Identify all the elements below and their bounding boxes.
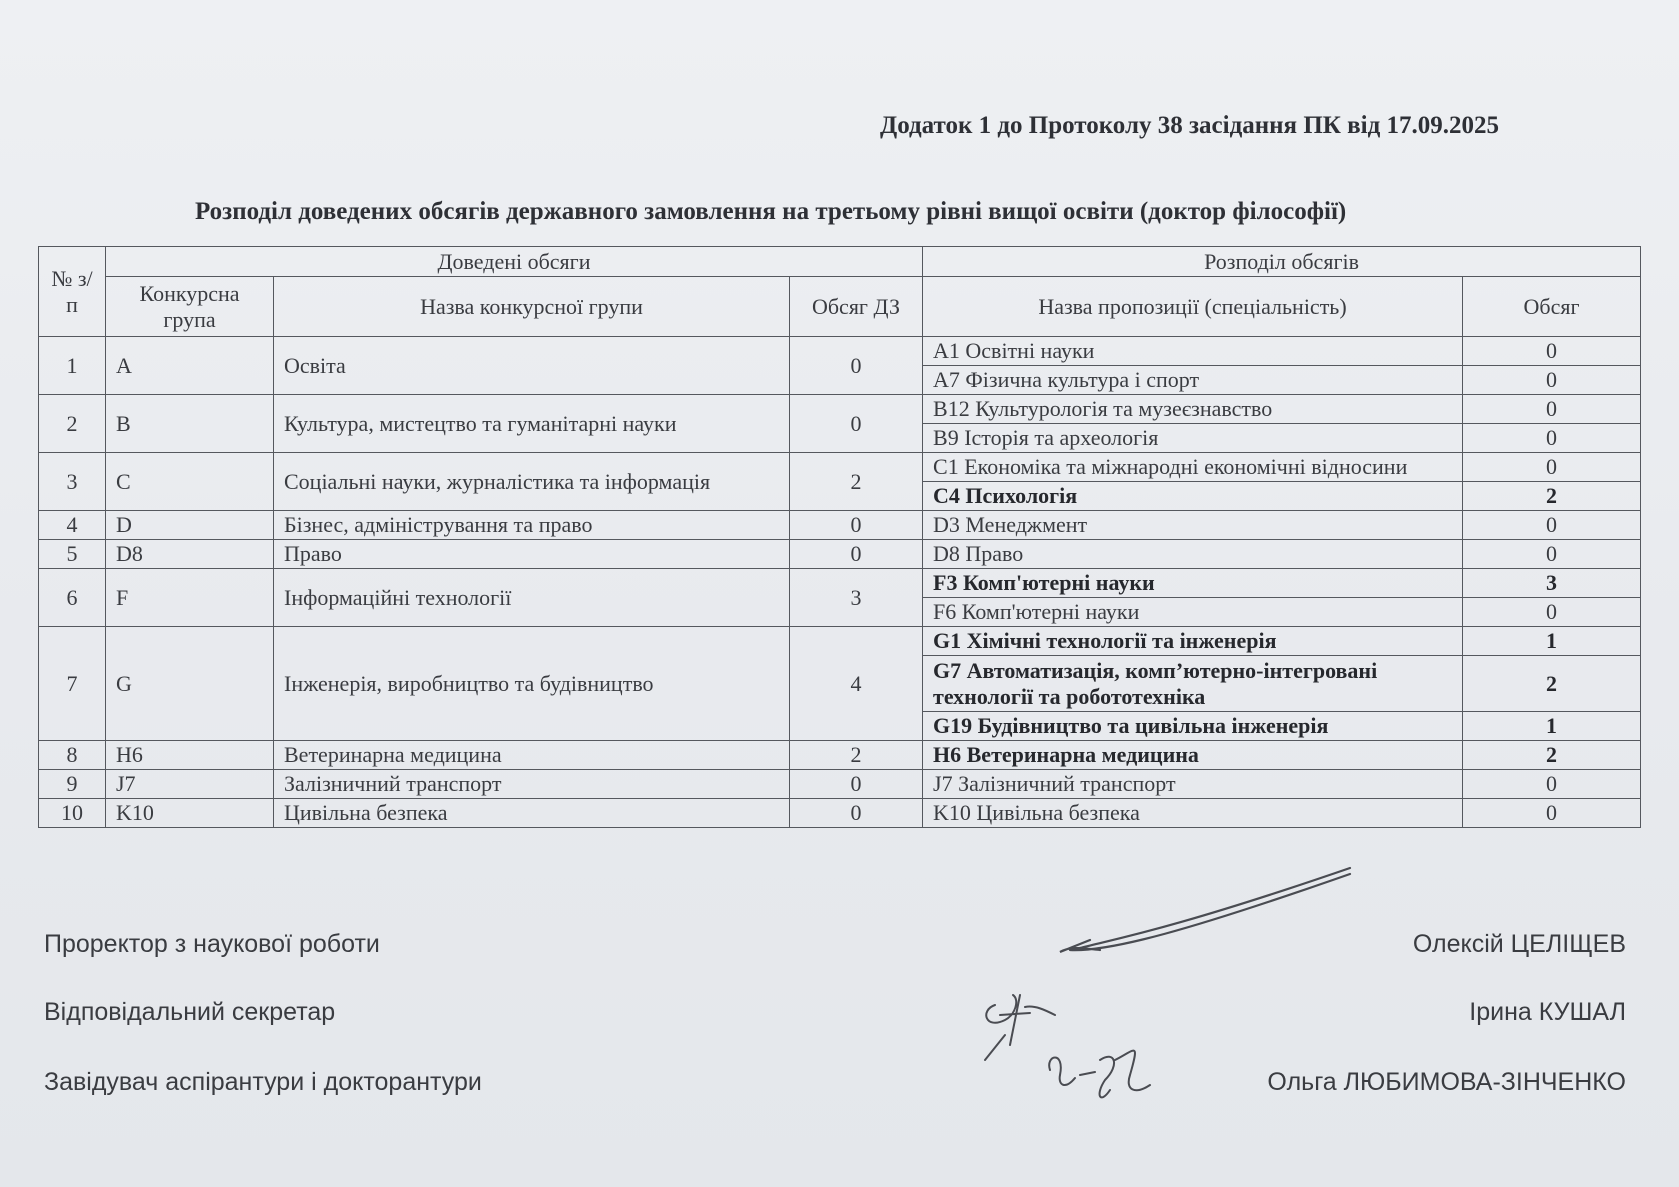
signature-image bbox=[1040, 1030, 1170, 1110]
group-code: G bbox=[106, 627, 274, 741]
proposal-name: G19 Будівництво та цивільна інженерія bbox=[923, 712, 1463, 741]
proposal-volume: 0 bbox=[1463, 453, 1641, 482]
signatory-role: Проректор з наукової роботи bbox=[44, 930, 380, 958]
header-distribution: Розподіл обсягів bbox=[923, 247, 1641, 277]
proposal-name: J7 Залізничний транспорт bbox=[923, 770, 1463, 799]
proposal-volume: 0 bbox=[1463, 770, 1641, 799]
group-name: Бізнес, адміністрування та право bbox=[274, 511, 790, 540]
group-name: Право bbox=[274, 540, 790, 569]
group-code: D bbox=[106, 511, 274, 540]
signature-image bbox=[1050, 860, 1370, 960]
proposal-name: B9 Історія та археологія bbox=[923, 424, 1463, 453]
group-name: Ветеринарна медицина bbox=[274, 741, 790, 770]
proposal-volume: 1 bbox=[1463, 627, 1641, 656]
proposal-volume: 0 bbox=[1463, 511, 1641, 540]
proposal-name: D8 Право bbox=[923, 540, 1463, 569]
table-row bbox=[39, 770, 1641, 799]
proposal-name: A7 Фізична культура і спорт bbox=[923, 366, 1463, 395]
proposal-name: K10 Цивільна безпека bbox=[923, 799, 1463, 828]
row-number: 10 bbox=[39, 799, 106, 828]
row-number: 1 bbox=[39, 337, 106, 395]
row-number: 3 bbox=[39, 453, 106, 511]
group-volume: 2 bbox=[790, 453, 923, 511]
proposal-name: G1 Хімічні технології та інженерія bbox=[923, 627, 1463, 656]
table-row bbox=[39, 799, 1641, 828]
group-name: Соціальні науки, журналістика та інформація bbox=[274, 453, 790, 511]
signatory-name: Олексій ЦЕЛІЩЕВ bbox=[1412, 930, 1626, 958]
group-code: K10 bbox=[106, 799, 274, 828]
header-volume-dz: Обсяг ДЗ bbox=[790, 277, 923, 337]
proposal-volume: 0 bbox=[1463, 395, 1641, 424]
group-volume: 0 bbox=[790, 337, 923, 395]
row-number: 9 bbox=[39, 770, 106, 799]
header-group-code: Конкурсна група bbox=[106, 277, 274, 337]
proposal-volume: 0 bbox=[1463, 540, 1641, 569]
proposal-volume: 2 bbox=[1463, 741, 1641, 770]
proposal-name: B12 Культурологія та музеєзнавство bbox=[923, 395, 1463, 424]
table-row bbox=[39, 453, 1641, 482]
proposal-volume: 3 bbox=[1463, 569, 1641, 598]
header-proposal-name: Назва пропозиції (спеціальність) bbox=[923, 277, 1463, 337]
group-code: H6 bbox=[106, 741, 274, 770]
proposal-volume: 1 bbox=[1463, 712, 1641, 741]
group-volume: 0 bbox=[790, 799, 923, 828]
group-volume: 3 bbox=[790, 569, 923, 627]
signatory-role: Завідувач аспірантури і докторантури bbox=[44, 1068, 482, 1096]
proposal-volume: 2 bbox=[1463, 482, 1641, 511]
row-number: 4 bbox=[39, 511, 106, 540]
proposal-name: C1 Економіка та міжнародні економічні відносини bbox=[923, 453, 1463, 482]
header-group-name: Назва конкурсної групи bbox=[274, 277, 790, 337]
table-row bbox=[39, 540, 1641, 569]
signature-image bbox=[975, 985, 1095, 1065]
signatory-role: Відповідальний секретар bbox=[44, 998, 336, 1026]
proposal-volume: 0 bbox=[1463, 598, 1641, 627]
proposal-volume: 0 bbox=[1463, 799, 1641, 828]
row-number: 5 bbox=[39, 540, 106, 569]
proposal-name: C4 Психологія bbox=[923, 482, 1463, 511]
group-name: Залізничний транспорт bbox=[274, 770, 790, 799]
table-row bbox=[39, 627, 1641, 656]
proposal-volume: 0 bbox=[1463, 366, 1641, 395]
proposal-name: D3 Менеджмент bbox=[923, 511, 1463, 540]
table-row bbox=[39, 511, 1641, 540]
proposal-volume: 0 bbox=[1463, 424, 1641, 453]
table-row bbox=[39, 395, 1641, 424]
allocation-table bbox=[38, 246, 1641, 828]
group-name: Освіта bbox=[274, 337, 790, 395]
row-number: 7 bbox=[39, 627, 106, 741]
group-code: C bbox=[106, 453, 274, 511]
table-row bbox=[39, 337, 1641, 366]
proposal-name: G7 Автоматизація, комп’ютерно-інтегровані технології та робототехніка bbox=[923, 656, 1463, 712]
group-volume: 4 bbox=[790, 627, 923, 741]
document-title: Розподіл доведених обсягів державного замовлення на третьому рівні вищої освіти (доктор філософії) bbox=[195, 198, 1347, 225]
group-volume: 0 bbox=[790, 511, 923, 540]
group-volume: 0 bbox=[790, 395, 923, 453]
group-name: Інформаційні технології bbox=[274, 569, 790, 627]
group-code: B bbox=[106, 395, 274, 453]
row-number: 8 bbox=[39, 741, 106, 770]
group-code: J7 bbox=[106, 770, 274, 799]
signatory-name: Ольга ЛЮБИМОВА-ЗІНЧЕНКО bbox=[1267, 1068, 1626, 1096]
group-volume: 0 bbox=[790, 770, 923, 799]
group-code: A bbox=[106, 337, 274, 395]
group-volume: 0 bbox=[790, 540, 923, 569]
header-volume: Обсяг bbox=[1463, 277, 1641, 337]
row-number: 2 bbox=[39, 395, 106, 453]
signatory-name: Ірина КУШАЛ bbox=[1469, 998, 1626, 1026]
proposal-name: F6 Комп'ютерні науки bbox=[923, 598, 1463, 627]
group-code: F bbox=[106, 569, 274, 627]
proposal-volume: 2 bbox=[1463, 656, 1641, 712]
proposal-name: A1 Освітні науки bbox=[923, 337, 1463, 366]
group-volume: 2 bbox=[790, 741, 923, 770]
table-row bbox=[39, 569, 1641, 598]
appendix-note: Додаток 1 до Протоколу 38 засідання ПК від 17.09.2025 bbox=[880, 112, 1499, 139]
table-row bbox=[39, 741, 1641, 770]
proposal-name: H6 Ветеринарна медицина bbox=[923, 741, 1463, 770]
header-num: № з/п bbox=[39, 247, 106, 337]
table-body bbox=[39, 337, 1641, 828]
proposal-volume: 0 bbox=[1463, 337, 1641, 366]
group-code: D8 bbox=[106, 540, 274, 569]
row-number: 6 bbox=[39, 569, 106, 627]
group-name: Культура, мистецтво та гуманітарні науки bbox=[274, 395, 790, 453]
header-assigned-volumes: Доведені обсяги bbox=[106, 247, 923, 277]
group-name: Цивільна безпека bbox=[274, 799, 790, 828]
proposal-name: F3 Комп'ютерні науки bbox=[923, 569, 1463, 598]
group-name: Інженерія, виробництво та будівництво bbox=[274, 627, 790, 741]
